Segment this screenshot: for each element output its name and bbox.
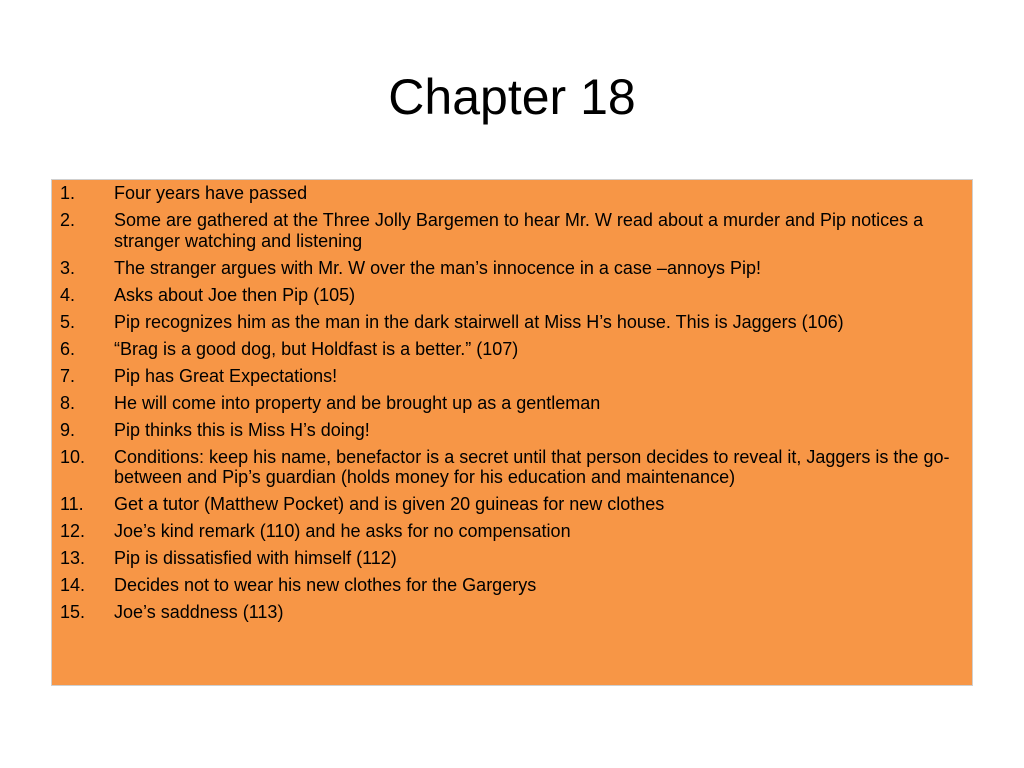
item-text: Joe’s kind remark (110) and he asks for no compensation	[114, 521, 571, 541]
list-item	[60, 339, 958, 360]
item-text: Get a tutor (Matthew Pocket) and is given 20 guineas for new clothes	[114, 494, 665, 514]
item-text: Four years have passed	[114, 183, 308, 203]
list-item	[60, 521, 958, 542]
item-text: “Brag is a good dog, but Holdfast is a better.” (107)	[114, 338, 519, 359]
content-box	[51, 179, 973, 686]
item-number: 6.	[60, 338, 76, 359]
item-text: Asks about Joe then Pip (105)	[114, 284, 356, 305]
item-text: He will come into property and be brought up as a gentleman	[114, 392, 601, 413]
item-number: 7.	[60, 365, 76, 386]
item-text: Pip recognizes him as the man in the dark stairwell at Miss H’s house. This is Jaggers (106)	[114, 311, 844, 332]
list-item	[60, 393, 958, 414]
item-text: Pip is dissatisfied with himself (112)	[114, 548, 397, 568]
list-item	[60, 494, 958, 515]
item-number: 3.	[60, 257, 76, 278]
list-item	[60, 366, 958, 387]
item-text: The stranger argues with Mr. W over the man’s innocence in a case –annoys Pip!	[114, 257, 761, 278]
list-item	[60, 183, 958, 204]
slide-title: Chapter 18	[388, 69, 636, 125]
item-text: Pip thinks this is Miss H’s doing!	[114, 419, 370, 440]
list-item	[60, 210, 958, 251]
list-item	[60, 312, 958, 333]
item-number: 12.	[60, 521, 86, 541]
item-text: Pip has Great Expectations!	[114, 365, 338, 386]
item-number: 5.	[60, 311, 76, 332]
item-number: 1.	[60, 183, 76, 203]
numbered-list	[60, 183, 958, 623]
item-number: 15.	[60, 602, 86, 622]
list-item	[60, 548, 958, 569]
item-text: Joe’s saddness (113)	[114, 602, 284, 622]
item-text: Decides not to wear his new clothes for the Gargerys	[114, 575, 537, 595]
item-number: 4.	[60, 284, 76, 305]
item-number: 13.	[60, 548, 86, 568]
item-number: 8.	[60, 392, 76, 413]
list-item	[60, 285, 958, 306]
list-item	[60, 447, 958, 488]
item-number: 2.	[60, 210, 76, 230]
list-item	[60, 575, 958, 596]
list-item	[60, 602, 958, 623]
item-number: 14.	[60, 575, 86, 595]
item-number: 9.	[60, 419, 76, 440]
item-number: 11.	[60, 494, 84, 514]
list-item	[60, 420, 958, 441]
item-text: Some are gathered at the Three Jolly Bargemen to hear Mr. W read about a murder and Pip notices a stranger watching and listening	[114, 210, 924, 251]
item-text: Conditions: keep his name, benefactor is a secret until that person decides to reveal it, Jaggers is the go-between and Pip’s guardian (holds money for his education and maintenance)	[114, 446, 950, 487]
item-number: 10.	[60, 446, 86, 467]
list-item	[60, 258, 958, 279]
